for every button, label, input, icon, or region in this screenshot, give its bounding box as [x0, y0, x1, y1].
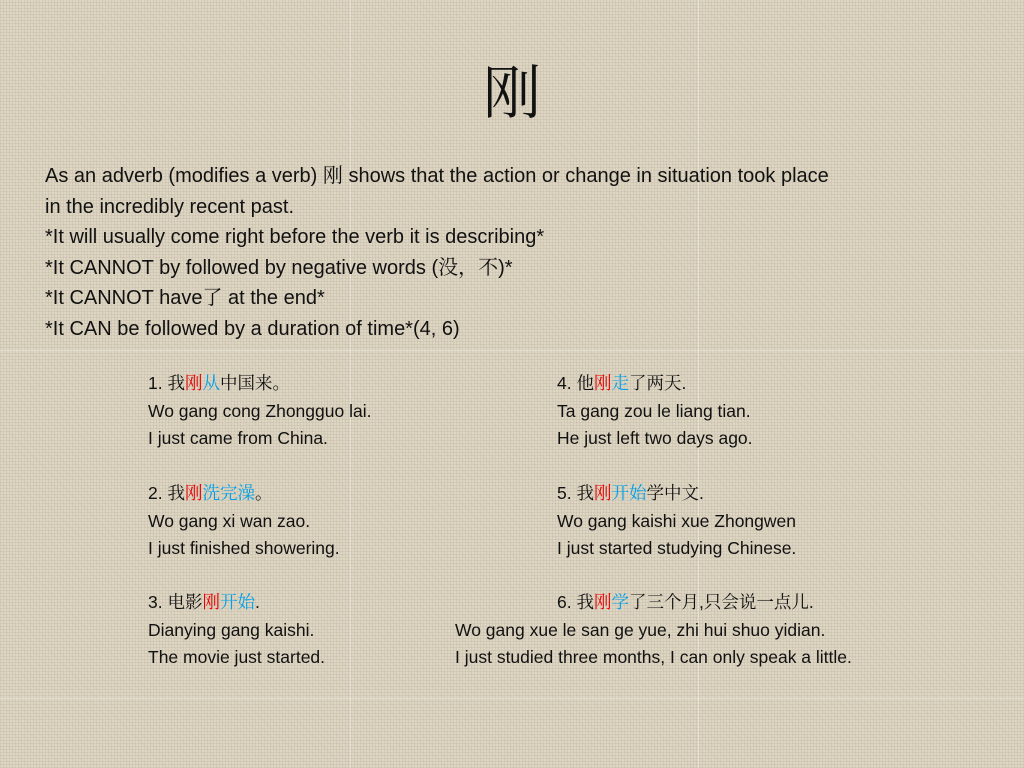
example-6-chinese: [557, 589, 814, 617]
verb-highlight: 洗完澡: [202, 483, 255, 503]
example-number: 3.: [148, 592, 168, 612]
background-seam: [0, 350, 1024, 351]
example-1: [148, 370, 371, 453]
example-pinyin: Wo gang xue le san ge yue, zhi hui shuo yidian.: [455, 619, 826, 640]
example-english: He just left two days ago.: [557, 428, 753, 448]
example-5: [557, 480, 796, 563]
example-pinyin: Wo gang kaishi xue Zhongwen: [557, 510, 796, 531]
example-english: The movie just started.: [148, 647, 326, 667]
example-number: 5.: [557, 483, 577, 503]
verb-highlight: 走: [611, 373, 629, 393]
verb-highlight: 学: [611, 592, 629, 612]
gang-highlight: 刚: [593, 483, 612, 503]
gang-highlight: 刚: [184, 373, 203, 393]
example-pinyin: Dianying gang kaishi.: [148, 619, 315, 640]
intro-line: *It CANNOT have了 at the end*: [45, 287, 325, 310]
intro-line: *It CAN be followed by a duration of time*(4, 6): [45, 317, 460, 340]
example-chinese: 4. 他刚走了两天.: [557, 373, 687, 393]
example-chinese: 2. 我刚洗完澡。: [148, 483, 273, 503]
example-4: [557, 370, 753, 453]
example-pinyin: Ta gang zou le liang tian.: [557, 400, 751, 421]
example-chinese: 3. 电影刚开始.: [148, 592, 260, 612]
background-seam: [0, 698, 1024, 699]
intro-line: in the incredibly recent past.: [45, 195, 295, 218]
example-number: 4.: [557, 373, 577, 393]
example-6-translation: [455, 617, 852, 672]
example-number: 2.: [148, 483, 168, 503]
example-english: I just came from China.: [148, 428, 328, 448]
gang-highlight: 刚: [202, 592, 220, 612]
gang-highlight: 刚: [184, 483, 203, 503]
example-pinyin: Wo gang cong Zhongguo lai.: [148, 400, 372, 421]
slide-title: 刚: [482, 59, 541, 127]
verb-highlight: 开始: [611, 483, 647, 503]
example-chinese: 5. 我刚开始学中文.: [557, 483, 704, 503]
example-number: 1.: [148, 373, 168, 393]
example-2: [148, 480, 340, 563]
verb-highlight: 开始: [219, 592, 255, 612]
gang-highlight: 刚: [593, 373, 612, 393]
intro-paragraph: [45, 161, 995, 345]
intro-line: *It will usually come right before the verb it is describing*: [45, 226, 545, 249]
example-chinese: 6. 我刚学了三个月,只会说一点儿.: [557, 592, 814, 612]
verb-highlight: 从: [202, 373, 220, 393]
intro-line: As an adverb (modifies a verb) 刚 shows that the action or change in situation took place: [45, 165, 829, 187]
example-number: 6.: [557, 592, 577, 612]
gang-highlight: 刚: [593, 592, 612, 612]
example-3: [148, 589, 325, 672]
example-english: I just finished showering.: [148, 538, 340, 558]
example-chinese: 1. 我刚从中国来。: [148, 373, 290, 393]
example-pinyin: Wo gang xi wan zao.: [148, 510, 311, 531]
example-english: I just studied three months, I can only speak a little.: [455, 647, 852, 667]
intro-line: *It CANNOT by followed by negative words (没，不)*: [45, 256, 513, 279]
example-english: I just started studying Chinese.: [557, 538, 797, 558]
